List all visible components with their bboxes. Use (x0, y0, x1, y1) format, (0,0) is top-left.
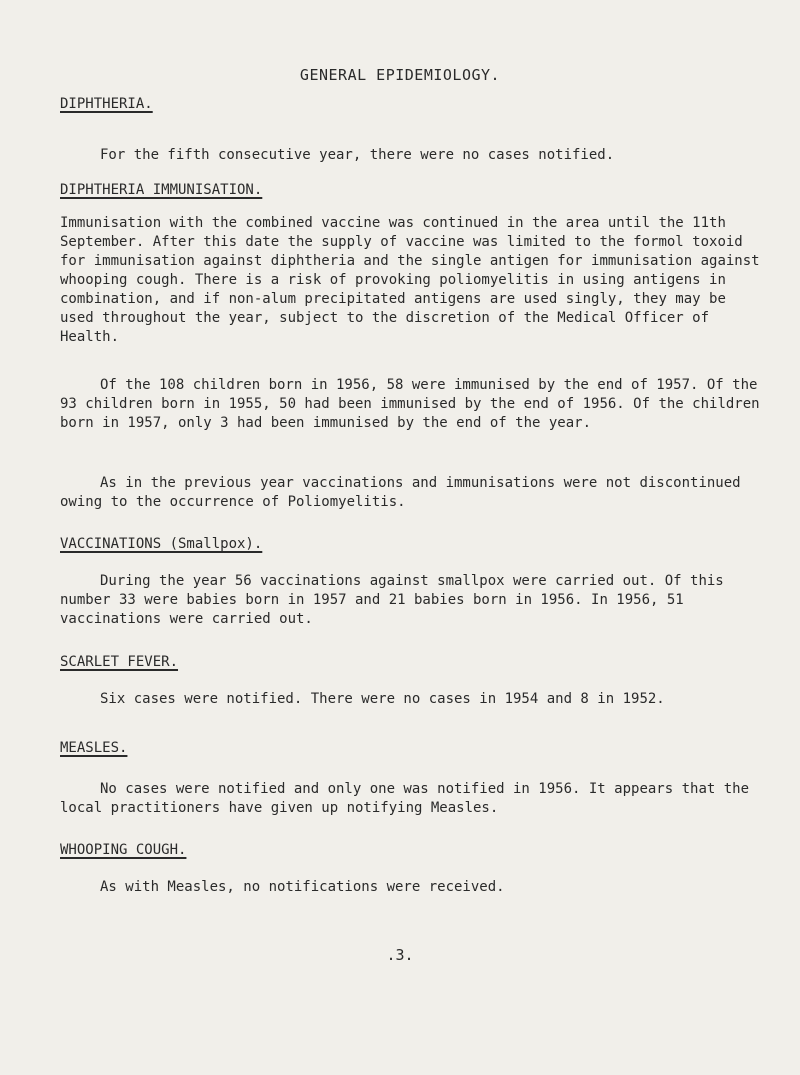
paragraph-immunisation-1: Immunisation with the combined vaccine was continued in the area until the 11th September. After this date the supply of vaccine was limited to the formol toxoid for immunisation against diphtheria and the single antigen for immunisation against whooping cough. There is a risk of provoking poliomyelitis in using antigens in combination, and if non-alum precipitated antigens are used singly, they may be used throughout the year, subject to the discretion of the Medical Officer of Health. (60, 215, 769, 345)
paragraph-measles: No cases were notified and only one was notified in 1956. It appears that the local practitioners have given up notifying Measles. (60, 781, 758, 816)
paragraph-scarlet-fever: Six cases were notified. There were no cases in 1954 and 8 in 1952. (100, 691, 665, 707)
paragraph-whooping-cough: As with Measles, no notifications were received. (100, 879, 505, 895)
section-heading-measles: MEASLES. (60, 740, 128, 756)
section-heading-whooping-cough: WHOOPING COUGH. (60, 842, 187, 858)
paragraph-diphtheria: For the fifth consecutive year, there were no cases notified. (100, 147, 615, 163)
paragraph-immunisation-2: Of the 108 children born in 1956, 58 were immunised by the end of 1957. Of the 93 children born in 1955, 50 had been immunised by the end of 1956. Of the children born in 1957, only 3 had been immunised by the end of the year. (60, 377, 769, 431)
section-heading-diphtheria-immunisation: DIPHTHERIA IMMUNISATION. (60, 182, 263, 198)
page-number: .3. (386, 946, 414, 964)
section-heading-vaccinations: VACCINATIONS (Smallpox). (60, 536, 263, 552)
paragraph-vaccinations: During the year 56 vaccinations against smallpox were carried out. Of this number 33 were babies born in 1957 and 21 babies born in 1956. In 1956, 51 vaccinations were carried out. (60, 573, 733, 627)
section-heading-scarlet-fever: SCARLET FEVER. (60, 654, 179, 670)
section-heading-diphtheria: DIPHTHERIA. (60, 96, 153, 112)
paragraph-immunisation-3: As in the previous year vaccinations and immunisations were not discontinued owing to the occurrence of Poliomyelitis. (60, 475, 750, 510)
page-title: GENERAL EPIDEMIOLOGY. (299, 66, 501, 84)
